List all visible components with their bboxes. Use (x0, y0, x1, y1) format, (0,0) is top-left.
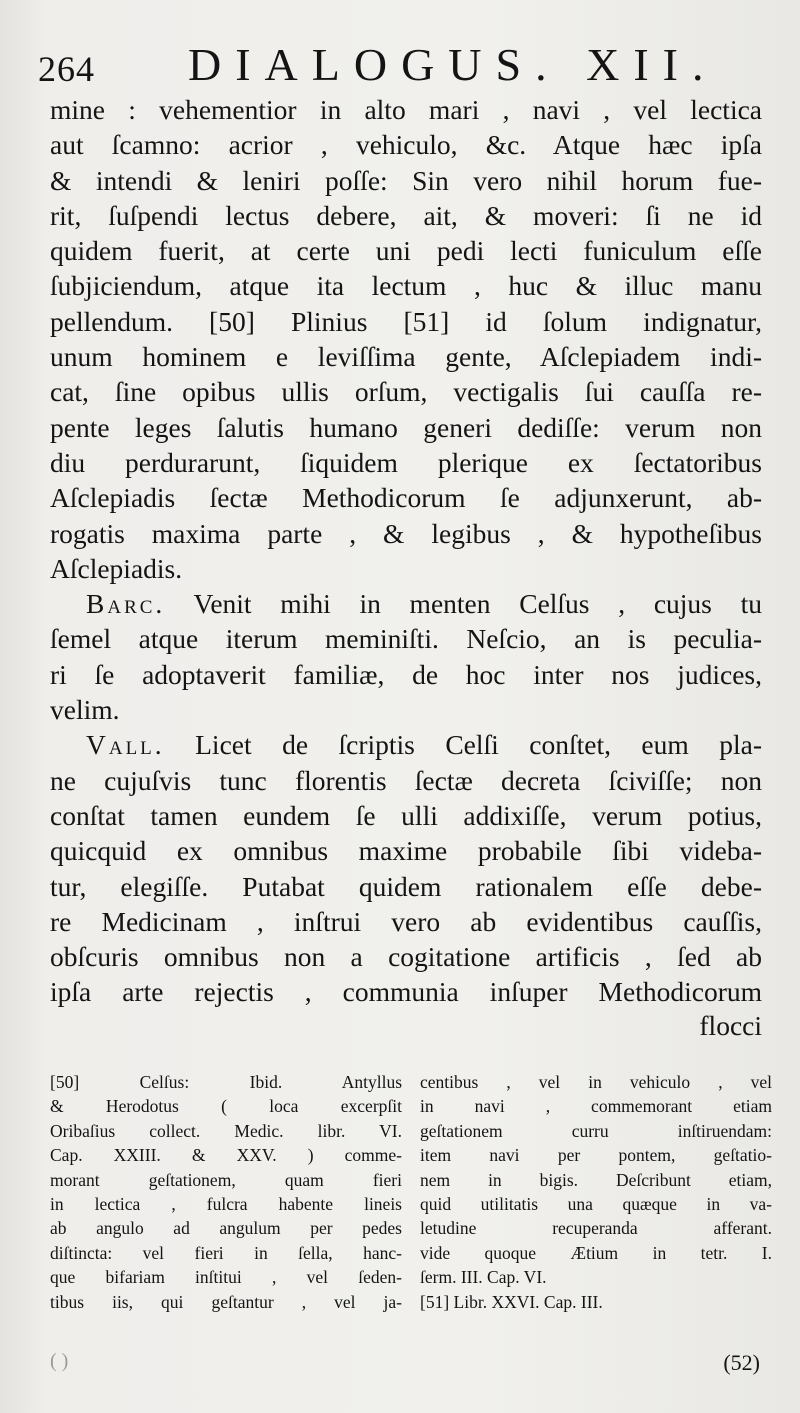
note-line: [50] Celſus: Ibid. Antyllus (50, 1072, 402, 1092)
text-fragment: Venit mihi in menten Celſus , cujus tu (165, 588, 762, 620)
note-line: item navi per pontem, geſtatio- (420, 1145, 772, 1166)
footnote-column-right (420, 1070, 772, 1314)
text-line: re Medicinam , inſtrui vero ab evidentibus cauſſis, (50, 905, 762, 937)
text-line: pente leges ſalutis humano generi dediſſe: verum non (50, 411, 762, 443)
signature-mark: (52) (723, 1350, 760, 1375)
text-line: aut ſcamno: acrior , vehiculo, &c. Atque hæc ipſa (50, 129, 762, 161)
text-line: ne cujuſvis tunc florentis ſectæ decreta ſciviſſe; non (50, 764, 762, 796)
speaker-barc: Barc. (86, 588, 166, 620)
text-line: unum hominem e leviſſima gente, Aſclepiadem indi- (50, 341, 762, 373)
note-line: in navi , commemorant etiam (420, 1096, 772, 1117)
note-line: Cap. XXIII. & XXV. ) comme- (50, 1145, 402, 1166)
text-line: tur, elegiſſe. Putabat quidem rationalem eſſe debe- (50, 870, 762, 902)
note-line: in lectica , fulcra habente lineis (50, 1194, 402, 1215)
text-line: ri ſe adoptaverit familiæ, de hoc inter nos judices, (50, 658, 762, 690)
note-line: tibus iis, qui geſtantur , vel ja- (50, 1291, 402, 1312)
text-line (50, 586, 762, 621)
text-line: & intendi & leniri poſſe: Sin vero nihil horum fue- (50, 164, 762, 196)
text-line: velim. (50, 694, 120, 726)
text-fragment: Licet de ſcriptis Celſi conſtet, eum pla- (164, 729, 762, 761)
text-line: obſcuris omnibus non a cogitatione artificis , ſed ab (50, 941, 762, 973)
text-line: mine : vehementior in alto mari , navi , vel lectica (50, 94, 762, 125)
text-line: Aſclepiadis. (50, 552, 183, 584)
footnotes (50, 1070, 772, 1370)
text-line: diu perdurarunt, ſiquidem plerique ex ſectatoribus (50, 446, 762, 478)
text-line: cat, ſine opibus ullis orſum, vectigalis ſui cauſſa re- (50, 376, 762, 408)
main-text (50, 92, 762, 1010)
note-line: quid utilitatis una quæque in va- (420, 1194, 772, 1215)
note-line: nem in bigis. Deſcribunt etiam, (420, 1169, 772, 1190)
text-line: rit, ſuſpendi lectus debere, ait, & moveri: ſi ne id (50, 199, 762, 231)
catchword: flocci (699, 1010, 762, 1041)
speaker-vall: Vall. (86, 729, 165, 761)
text-line: pellendum. [50] Plinius [51] id ſolum indignatur, (50, 305, 762, 337)
note-line: morant geſtationem, quam fieri (50, 1169, 402, 1190)
text-line: ipſa arte rejectis , communia inſuper Methodicorum (50, 976, 762, 1008)
page-number: 264 (38, 49, 95, 89)
footnote-column-left (50, 1070, 402, 1314)
note-line: ab angulo ad angulum per pedes (50, 1218, 402, 1239)
text-line: quidem fuerit, at certe uni pedi lecti funiculum eſſe (50, 235, 762, 267)
note-line: Oribaſius collect. Medic. libr. VI. (50, 1120, 402, 1141)
paragraph-vall (50, 727, 762, 1009)
text-line: rogatis maxima parte , & legibus , & hypotheſibus (50, 517, 762, 549)
text-line: ſubjiciendum, atque ita lectum , huc & illuc manu (50, 270, 762, 302)
text-line (50, 727, 762, 762)
note-line: diſtincta: vel fieri in ſella, hanc- (50, 1242, 402, 1263)
note-line: letudine recuperanda afferant. (420, 1218, 772, 1239)
paragraph-continuation (50, 92, 762, 586)
note-line: centibus , vel in vehiculo , vel (420, 1072, 772, 1092)
note-line: & Herodotus ( loca excerpſit (50, 1096, 402, 1117)
text-line: quicquid ex omnibus maxime probabile ſibi videba- (50, 835, 762, 867)
note-line: que bifariam inſtitui , vel ſeden- (50, 1267, 402, 1288)
page-header (38, 38, 778, 94)
note-line: ſerm. III. Cap. VI. (420, 1267, 547, 1288)
paragraph-barc (50, 586, 762, 727)
stray-mark: ( ) (50, 1350, 69, 1372)
text-line: Aſclepiadis ſectæ Methodicorum ſe adjunxerunt, ab- (50, 482, 762, 514)
text-line: ſemel atque iterum meminiſti. Neſcio, an is peculia- (50, 623, 762, 655)
note-line: [51] Libr. XXVI. Cap. III. (420, 1291, 603, 1312)
note-line: geſtationem curru inſtiruendam: (420, 1120, 772, 1141)
note-line: vide quoque Ætium in tetr. I. (420, 1242, 772, 1263)
running-title: DIALOGUS. XII. (188, 39, 718, 90)
text-line: conſtat tamen eundem ſe ulli addixiſſe, verum potius, (50, 799, 762, 831)
